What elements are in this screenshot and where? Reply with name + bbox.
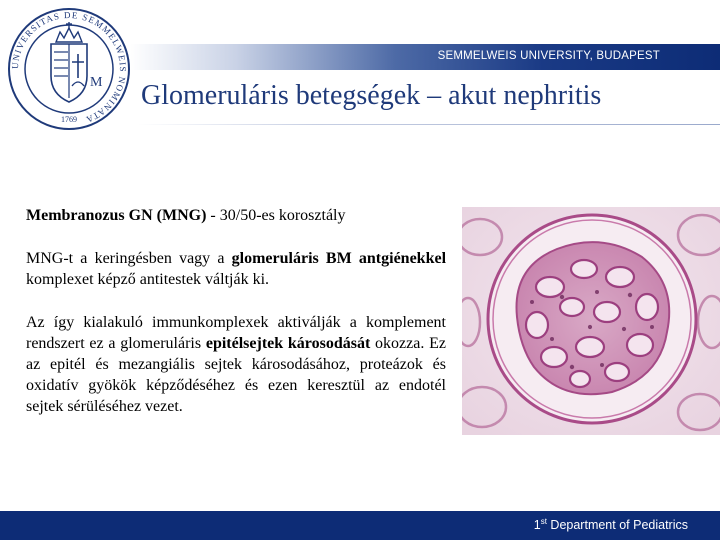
p2-text-c: komplexet képző antitestek váltják ki.	[26, 271, 270, 288]
p2-bold: glomeruláris BM antgiénekkel	[231, 250, 447, 267]
title-divider	[138, 124, 720, 125]
seal-year: 1769	[61, 115, 77, 124]
p3-bold: epitélsejtek károsodását	[205, 335, 371, 352]
p3-text-a: Az így kialakuló immunkomplexek aktiválják a komplement rendszert ez a glomeruláris	[26, 314, 446, 352]
p1-text: - 30/50-es korosztály	[206, 207, 346, 224]
university-header-bar	[130, 44, 720, 70]
paragraph-2	[26, 248, 446, 290]
paragraph-1	[26, 205, 446, 226]
footer-ordinal-sup: st	[540, 517, 547, 526]
svg-text:M: M	[90, 75, 103, 90]
glomerulus-micrograph-image	[462, 207, 720, 435]
footer-ordinal: 1	[533, 518, 541, 533]
university-seal-logo	[6, 6, 132, 132]
slide-body	[26, 205, 446, 417]
footer-bar	[0, 511, 720, 540]
slide-title: Glomeruláris betegségek – akut nephritis	[141, 80, 602, 111]
p1-bold: Membranozus GN (MNG)	[26, 207, 207, 224]
p2-text-a: MNG-t a keringésben vagy a	[26, 250, 232, 267]
university-name: SEMMELWEIS UNIVERSITY, BUDAPEST	[437, 50, 660, 62]
footer-department	[534, 517, 688, 532]
p3-text-c: okozza. Ez az epitél és mezangiális sejtek károsodásához, proteázok és oxidatív gyökök képződéséhez és ezen keresztül az endotél sejtek sérüléséhez vezet.	[26, 335, 446, 415]
footer-department-name: Department of Pediatrics	[546, 518, 688, 533]
paragraph-3	[26, 312, 446, 417]
seal-text: UNIVERSITAS DE SEMMELWEIS NOMINATA	[9, 9, 129, 126]
